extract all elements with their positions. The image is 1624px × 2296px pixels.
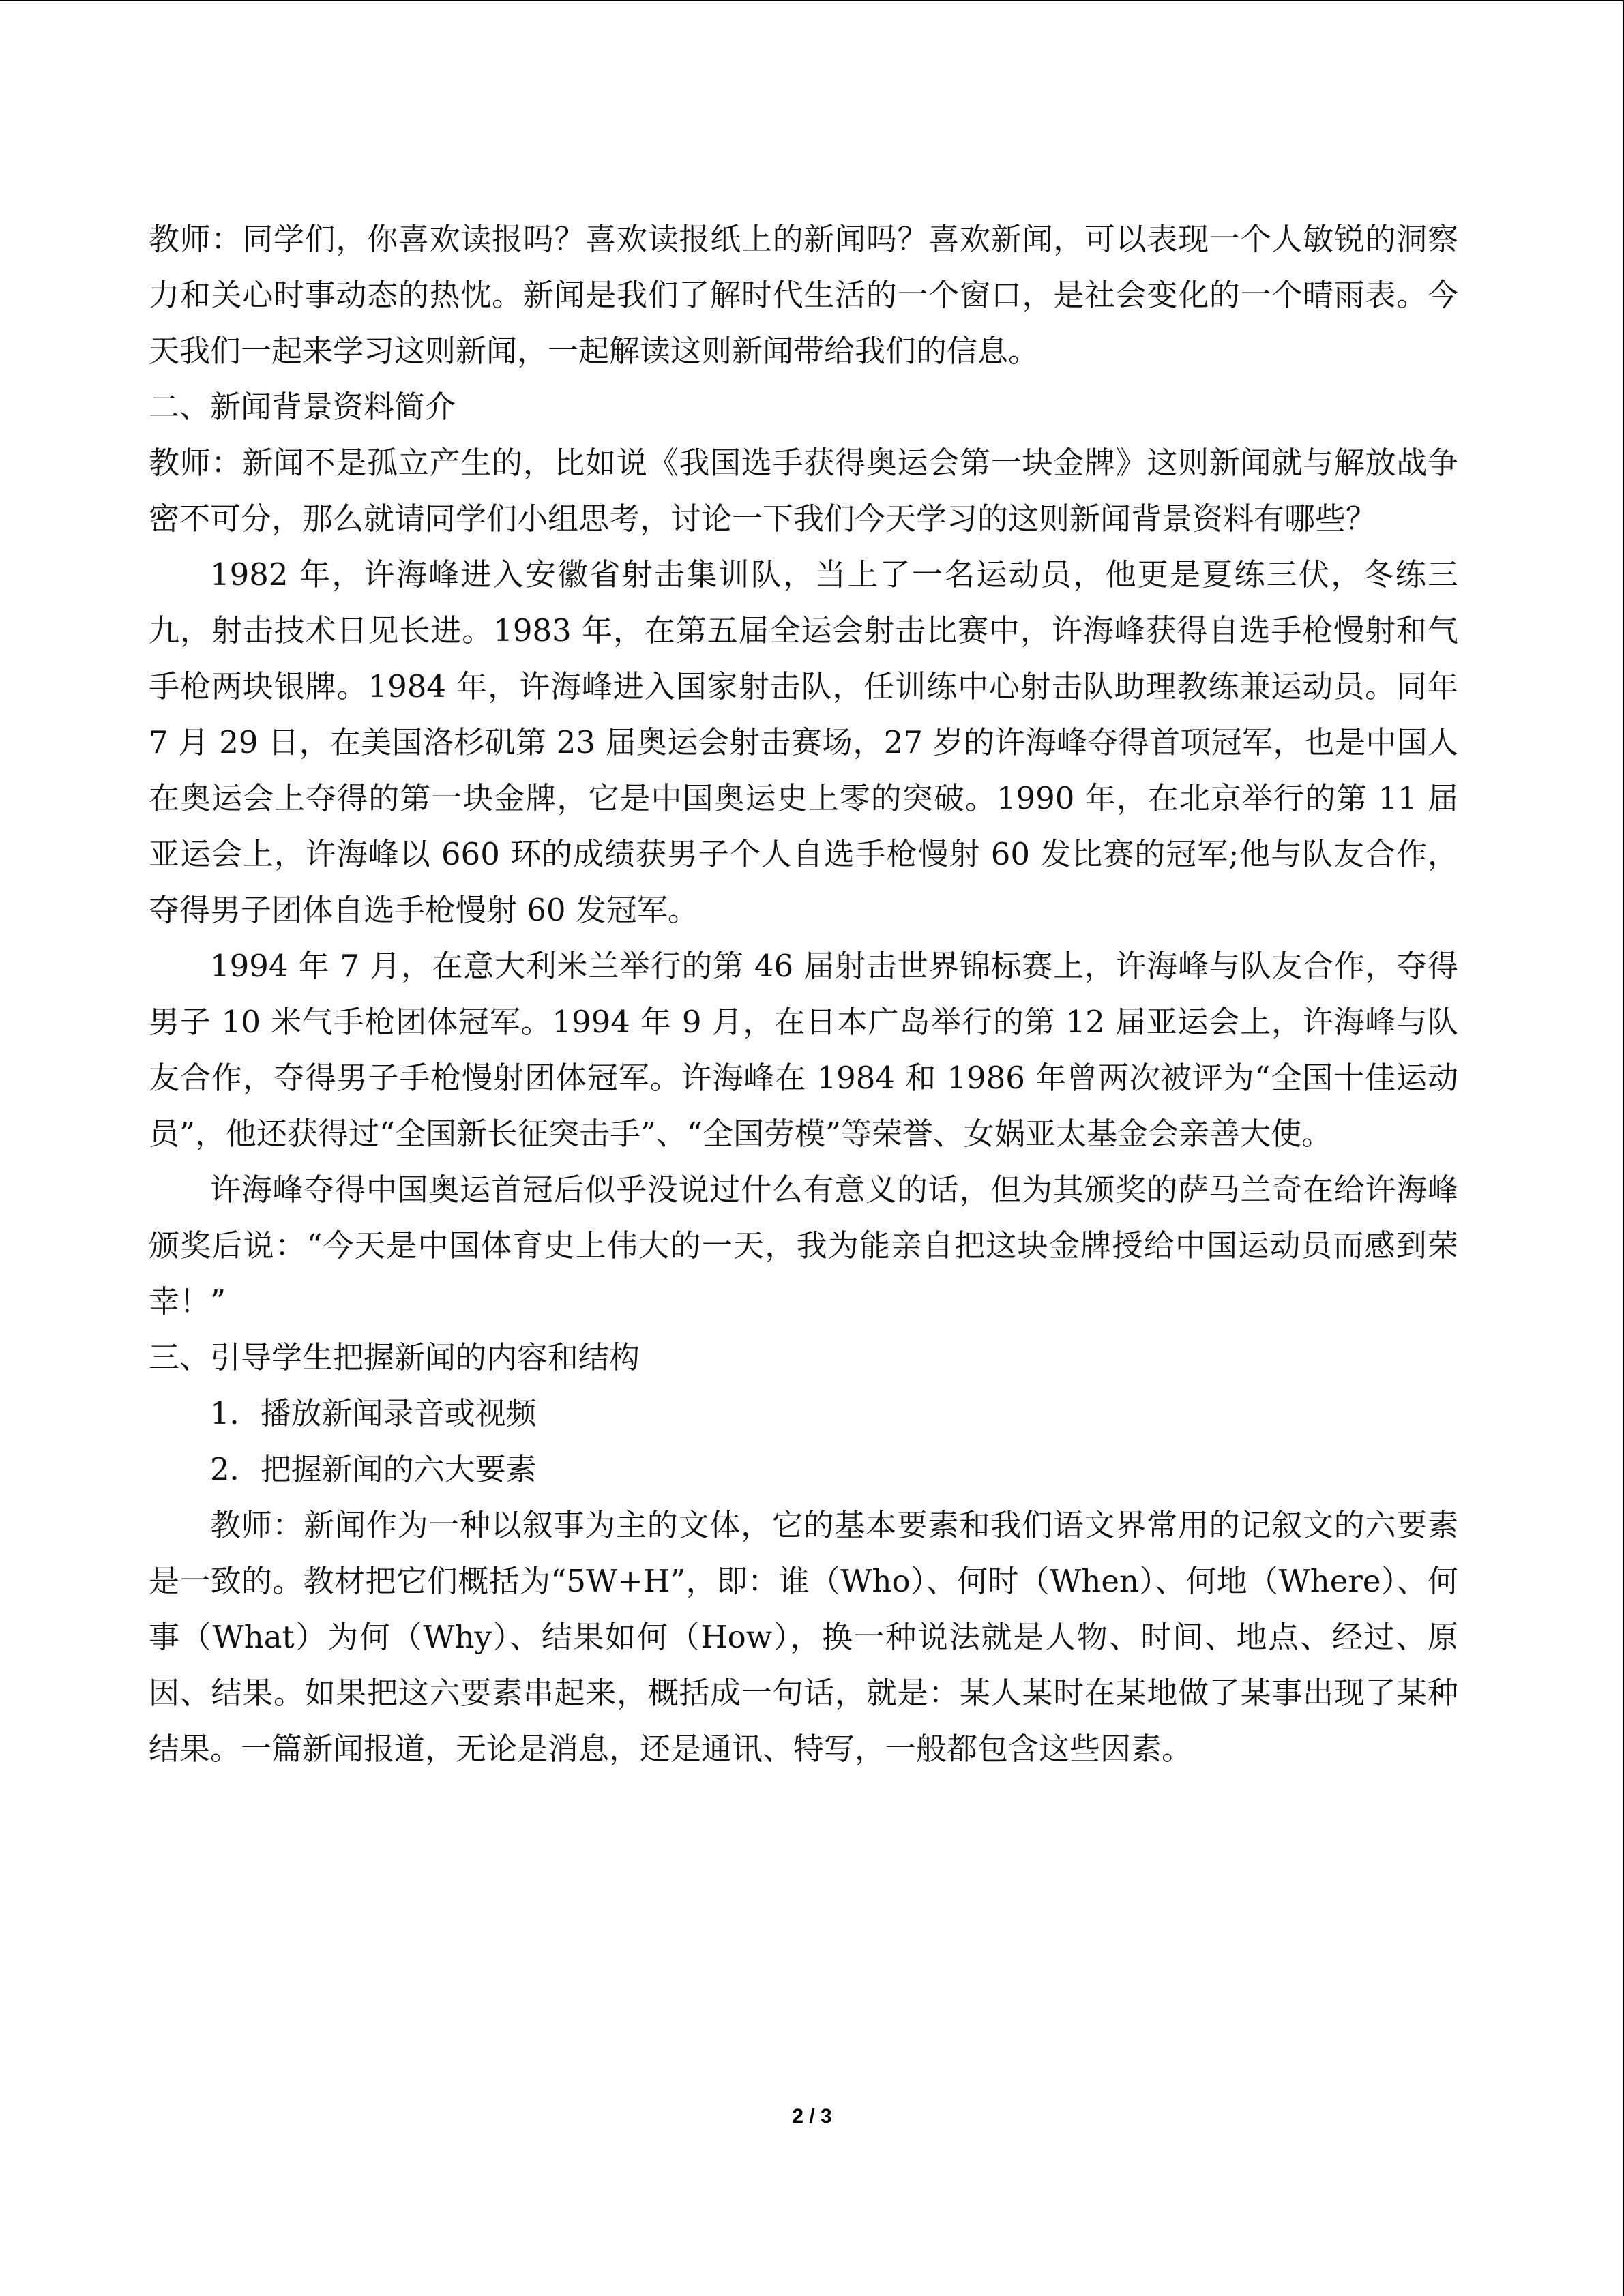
- background-paragraph-samaranch: 许海峰夺得中国奥运首冠后似乎没说过什么有意义的话，但为其颁奖的萨马兰奇在给许海峰颁奖后说：“今天是中国体育史上伟大的一天，我为能亲自把这块金牌授给中国运动员而感到荣幸！”: [149, 1172, 1458, 1320]
- teacher-background-paragraph: 教师：新闻不是孤立产生的，比如说《我国选手获得奥运会第一块金牌》这则新闻就与解放战争密不可分，那么就请同学们小组思考，讨论一下我们今天学习的这则新闻背景资料有哪些？: [149, 445, 1458, 537]
- section-heading-news-background: 二、新闻背景资料简介: [149, 389, 456, 425]
- teacher-intro-paragraph: 教师：同学们，你喜欢读报吗？喜欢读报纸上的新闻吗？喜欢新闻，可以表现一个人敏锐的洞察力和关心时事动态的热忱。新闻是我们了解时代生活的一个窗口，是社会变化的一个晴雨表。今天我们一起来学习这则新闻，一起解读这则新闻带给我们的信息。: [149, 221, 1458, 369]
- background-paragraph-1982: 1982 年，许海峰进入安徽省射击集训队，当上了一名运动员，他更是夏练三伏，冬练三九，射击技术日见长进。1983 年，在第五届全运会射击比赛中，许海峰获得自选手枪慢射和气手枪两块银牌。1984 年，许海峰进入国家射击队，任训练中心射击队助理教练兼运动员。同年 7 月 29 日，在美国洛杉矶第 23 届奥运会射击赛场，27 岁的许海峰夺得首项冠军，也是中国人在奥运会上夺得的第一块金牌，它是中国奥运史上零的突破。1990 年，在北京举行的第 11 届亚运会上，许海峰以 660 环的成绩获男子个人自选手枪慢射 60 发比赛的冠军;他与队友合作，夺得男子团体自选手枪慢射 60 发冠军。: [149, 556, 1458, 928]
- teacher-six-elements-paragraph: 教师：新闻作为一种以叙事为主的文体，它的基本要素和我们语文界常用的记叙文的六要素是一致的。教材把它们概括为“5W+H”，即：谁（Who）、何时（When）、何地（Where）、何事（What）为何（Why）、结果如何（How），换一种说法就是人物、时间、地点、经过、原因、结果。如果把这六要素串起来，概括成一句话，就是：某人某时在某地做了某事出现了某种结果。一篇新闻报道，无论是消息，还是通讯、特写，一般都包含这些因素。: [149, 1507, 1458, 1767]
- background-paragraph-1994: 1994 年 7 月，在意大利米兰举行的第 46 届射击世界锦标赛上，许海峰与队友合作，夺得男子 10 米气手枪团体冠军。1994 年 9 月，在日本广岛举行的第 12 届亚运会上，许海峰与队友合作，夺得男子手枪慢射团体冠军。许海峰在 1984 和 1986 年曾两次被评为“全国十佳运动员”，他还获得过“全国新长征突击手”、“全国劳模”等荣誉、女娲亚太基金会亲善大使。: [149, 948, 1458, 1152]
- list-item-play-recording: 1．播放新闻录音或视频: [210, 1395, 537, 1431]
- section-heading-content-structure: 三、引导学生把握新闻的内容和结构: [149, 1339, 640, 1375]
- document-body: [149, 211, 1458, 1777]
- list-item-six-elements: 2．把握新闻的六大要素: [210, 1451, 537, 1487]
- page-number: 2 / 3: [792, 2105, 832, 2128]
